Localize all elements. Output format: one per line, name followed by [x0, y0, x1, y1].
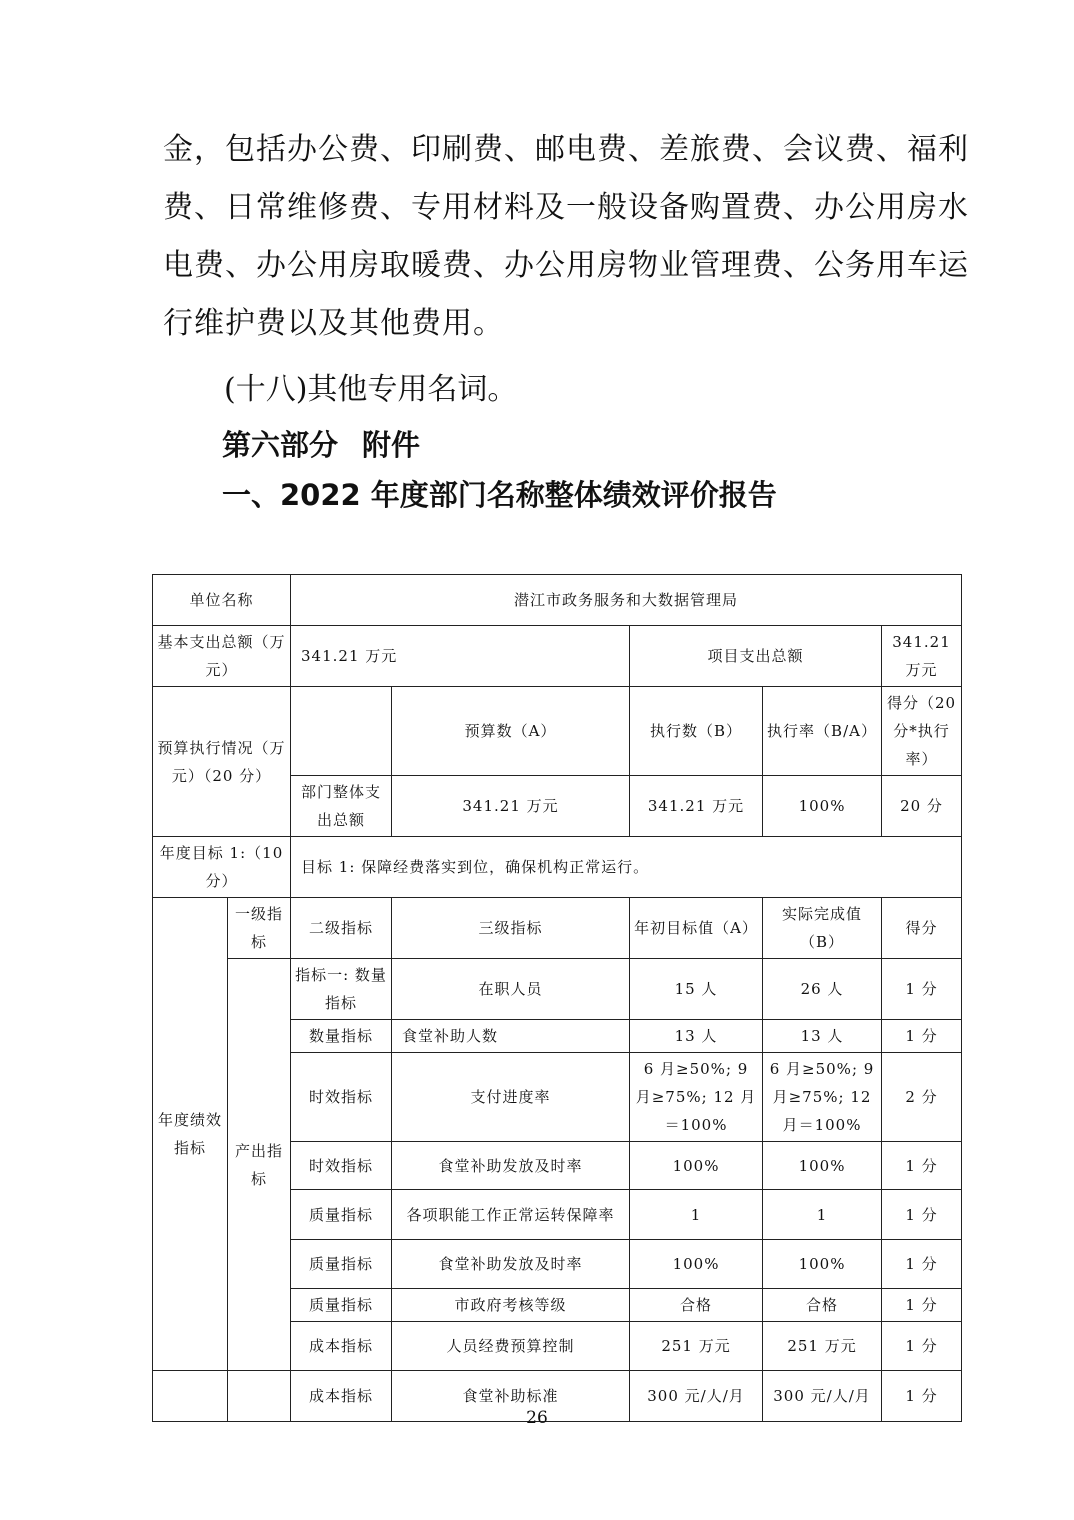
level2-cell: 质量指标 [291, 1289, 392, 1322]
score-cell: 1 分 [882, 1190, 962, 1240]
budget-amount-header: 预算数（A） [392, 687, 630, 776]
dept-executed-value: 341.21 万元 [630, 776, 763, 837]
unit-name-label: 单位名称 [153, 575, 291, 626]
level3-cell: 食堂补助发放及时率 [392, 1240, 630, 1289]
target-cell: 300 元/人/月 [630, 1371, 763, 1422]
basic-expense-label: 基本支出总额（万元） [153, 626, 291, 687]
executed-amount-header: 执行数（B） [630, 687, 763, 776]
target-cell: 13 人 [630, 1020, 763, 1053]
level3-cell: 人员经费预算控制 [392, 1322, 630, 1371]
level2-cell: 成本指标 [291, 1322, 392, 1371]
paragraph-line: 行维护费以及其他费用。 [163, 306, 504, 341]
score-cell: 1 分 [882, 1020, 962, 1053]
score-cell: 1 分 [882, 959, 962, 1020]
actual-cell: 26 人 [763, 959, 882, 1020]
annual-performance-label: 年度绩效指标 [153, 898, 228, 1371]
actual-cell: 251 万元 [763, 1322, 882, 1371]
target-cell: 100% [630, 1142, 763, 1190]
actual-cell: 1 [763, 1190, 882, 1240]
level2-cell: 指标一: 数量指标 [291, 959, 392, 1020]
level1-header: 一级指标 [228, 898, 291, 959]
level3-cell: 在职人员 [392, 959, 630, 1020]
level3-cell: 支付进度率 [392, 1053, 630, 1142]
score-cell: 1 分 [882, 1240, 962, 1289]
paragraph-line: 金，包括办公费、印刷费、邮电费、差旅费、会议费、福利 [163, 132, 969, 167]
target-cell: 1 [630, 1190, 763, 1240]
score-cell: 1 分 [882, 1322, 962, 1371]
dept-rate-value: 100% [763, 776, 882, 837]
dept-total-label: 部门整体支出总额 [291, 776, 392, 837]
item-18-heading: (十八)其他专用名词。 [224, 372, 518, 407]
project-expense-value: 341.21 万元 [882, 626, 962, 687]
target-cell: 251 万元 [630, 1322, 763, 1371]
project-expense-label: 项目支出总额 [630, 626, 882, 687]
paragraph-line: 费、日常维修费、专用材料及一般设备购置费、办公用房水 [163, 190, 969, 225]
score-cell: 2 分 [882, 1053, 962, 1142]
table-row [153, 959, 962, 1020]
unit-name-value: 潜江市政务服务和大数据管理局 [291, 575, 962, 626]
level2-header: 二级指标 [291, 898, 392, 959]
annual-goal-text: 目标 1: 保障经费落实到位，确保机构正常运行。 [291, 837, 962, 898]
part-six-heading [222, 423, 420, 464]
dept-budget-value: 341.21 万元 [392, 776, 630, 837]
level3-cell: 食堂补助标准 [392, 1371, 630, 1422]
actual-cell: 100% [763, 1240, 882, 1289]
level3-header: 三级指标 [392, 898, 630, 959]
level2-cell: 质量指标 [291, 1190, 392, 1240]
level3-cell: 市政府考核等级 [392, 1289, 630, 1322]
page-number: 26 [526, 1408, 548, 1428]
actual-header: 实际完成值（B） [763, 898, 882, 959]
target-cell: 15 人 [630, 959, 763, 1020]
paragraph-line: 电费、办公用房取暖费、办公用房物业管理费、公务用车运 [163, 248, 969, 283]
target-cell: 6 月≥50%; 9 月≥75%; 12 月＝100% [630, 1053, 763, 1142]
output-indicator-label: 产出指标 [228, 959, 291, 1371]
actual-cell: 100% [763, 1142, 882, 1190]
part-six-label: 第六部分 [222, 428, 339, 462]
actual-cell: 300 元/人/月 [763, 1371, 882, 1422]
level2-cell: 数量指标 [291, 1020, 392, 1053]
level3-cell: 食堂补助人数 [392, 1020, 630, 1053]
level2-cell: 时效指标 [291, 1142, 392, 1190]
level2-cell: 质量指标 [291, 1240, 392, 1289]
dept-score-value: 20 分 [882, 776, 962, 837]
level3-cell: 食堂补助发放及时率 [392, 1142, 630, 1190]
performance-table [152, 574, 962, 1422]
actual-cell: 13 人 [763, 1020, 882, 1053]
target-cell: 100% [630, 1240, 763, 1289]
score-cell: 1 分 [882, 1142, 962, 1190]
actual-cell: 6 月≥50%; 9 月≥75%; 12 月＝100% [763, 1053, 882, 1142]
actual-cell: 合格 [763, 1289, 882, 1322]
score-cell: 1 分 [882, 1371, 962, 1422]
execution-rate-header: 执行率（B/A） [763, 687, 882, 776]
level2-cell: 时效指标 [291, 1053, 392, 1142]
level2-cell: 成本指标 [291, 1371, 392, 1422]
annual-goal-label: 年度目标 1:（10 分） [153, 837, 291, 898]
score-cell: 1 分 [882, 1289, 962, 1322]
part-six-title: 附件 [362, 428, 421, 462]
level3-cell: 各项职能工作正常运转保障率 [392, 1190, 630, 1240]
target-cell: 合格 [630, 1289, 763, 1322]
score-header: 得分 [882, 898, 962, 959]
budget-score-header: 得分（20 分*执行率） [882, 687, 962, 776]
target-header: 年初目标值（A） [630, 898, 763, 959]
budget-execution-label: 预算执行情况（万元）（20 分） [153, 687, 291, 837]
empty-cell [291, 687, 392, 776]
body-paragraph [163, 121, 969, 353]
basic-expense-value: 341.21 万元 [291, 626, 630, 687]
report-title: 一、2022 年度部门名称整体绩效评价报告 [222, 478, 777, 512]
